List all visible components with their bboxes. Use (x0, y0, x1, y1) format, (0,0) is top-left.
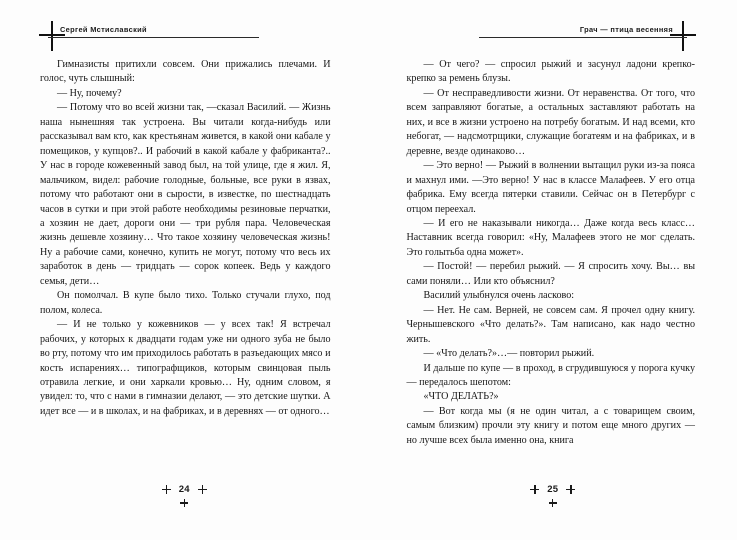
plus-ornament-icon (180, 499, 188, 507)
paragraph: Он помолчал. В купе было тихо. Только стучали глухо, под полом, колеса. (40, 290, 331, 316)
plus-ornament-icon (198, 485, 207, 494)
paragraph: Василий улыбнулся очень ласково: (423, 290, 575, 302)
left-page-body (40, 58, 331, 419)
paragraph: Гимназисты притихли совсем. Они прижались плечами. И голос, чуть слышный: (40, 59, 331, 85)
right-running-head (407, 0, 696, 46)
paragraph: — «Что делать?»…— повторил рыжий. (423, 348, 595, 360)
left-running-head-title: Сергей Мстиславский (60, 25, 147, 34)
left-running-head (40, 0, 331, 46)
paragraph: «ЧТО ДЕЛАТЬ?» (423, 391, 499, 403)
right-page (369, 0, 737, 540)
right-page-body (407, 58, 696, 448)
plus-ornament-icon (530, 485, 539, 494)
paragraph: — И не только у кожевников — у всех так! Я встречал рабочих, у которых к двадцати годам уже ни одного зуба не было во рту, потому что им приходилось работать в разъедающих мясо и кость испарениях… типографщиков, которым свинцовая пыль отравила легкие, и они харкали кровью… Ну, одним словом, я увидел: то, что с нами в гимназии делают, — это детские шутки. А идет все — и в школах, и на фабриках, и в деревнях — от одного… (40, 319, 331, 417)
right-folio (369, 482, 737, 522)
paragraph: — Ну, почему? (57, 87, 122, 99)
paragraph: — Потому что во всей жизни так, —сказал Василий. — Жизнь наша нынешняя так устроена. Вы читали когда-нибудь или рассказывал вам кто, как крестьянам живется, в какой они кабале у помещиков, у купцов?.. И рабочий в какой кабале у фабриканта?.. У нас в городе кожевенный завод был, на той улице, где я жил. Я, мальчиком, видел: рабочие голодные, больные, все руки в язвах, потому что работают они в сырости, в известке, по шестнадцать часов в сутки и при этой работе необходимы резиновые перчатки, а хозяин не дает, дороги они — три рубля пара. Человеческая жизнь дешевле хозяину… Что такое хозяину человеческая жизнь! Ну а рабочие сами, конечно, купить не могут, потому что весь их заработок в день — тридцать — сорок копеек. Ведь у каждого семья, дети… (40, 102, 331, 287)
right-running-head-title: Грач — птица весенняя (579, 25, 673, 34)
paragraph: — Нет. Не сам. Верней, не совсем сам. Я прочел одну книгу. Чернышевского «Что делать?». Там написано, как надо честно жить. (406, 304, 695, 345)
cross-ornament-icon (670, 21, 696, 51)
paragraph: — И его не наказывали никогда… Даже когда весь класс… Наставник всегда говорил: «Ну, Малафеев этого не мог сделать. Это голытьба одна может». (406, 217, 695, 258)
running-head-rule (479, 37, 688, 38)
paragraph: — Это верно! — Рыжий в волнении вытащил руки из-за пояса и махнул ими. —Это верно! У нас в классе Малафеев. У его отца фабрика. Ему всегда пятерки ставили. Сейчас он в Петербург с отцом переехал. (406, 160, 695, 215)
left-page-number: 24 (178, 483, 190, 495)
left-folio (0, 482, 369, 522)
paragraph: — От чего? — спросил рыжий и засунул ладони крепко-крепко за ремень блузы. (406, 59, 695, 85)
paragraph: — Вот когда мы (я не один читал, а с товарищем своим, самым близким) прочли эту книгу и потом еще много других — но лучше всех была именно она, книга (406, 405, 695, 446)
paragraph: — Постой! — перебил рыжий. — Я спросить хочу. Вы… вы сами поняли… Или кто объяснил? (406, 261, 695, 287)
right-page-number: 25 (547, 483, 559, 495)
plus-ornament-icon (549, 499, 557, 507)
paragraph: И дальше по купе — в проход, в сгрудившуюся у порога кучку — передалось шепотом: (406, 362, 695, 388)
plus-ornament-icon (162, 485, 171, 494)
plus-ornament-icon (566, 485, 575, 494)
running-head-rule (48, 37, 259, 38)
paragraph: — От несправедливости жизни. От неравенства. От того, что всем заправляют богатые, а остальных заставляют работать на них, и все в жизни устроено на потребу богатым. И над всеми, кто небогат, — надсмотрщики, служащие богатеям и на фабриках, и в деревне, везде одинаково… (406, 87, 695, 157)
